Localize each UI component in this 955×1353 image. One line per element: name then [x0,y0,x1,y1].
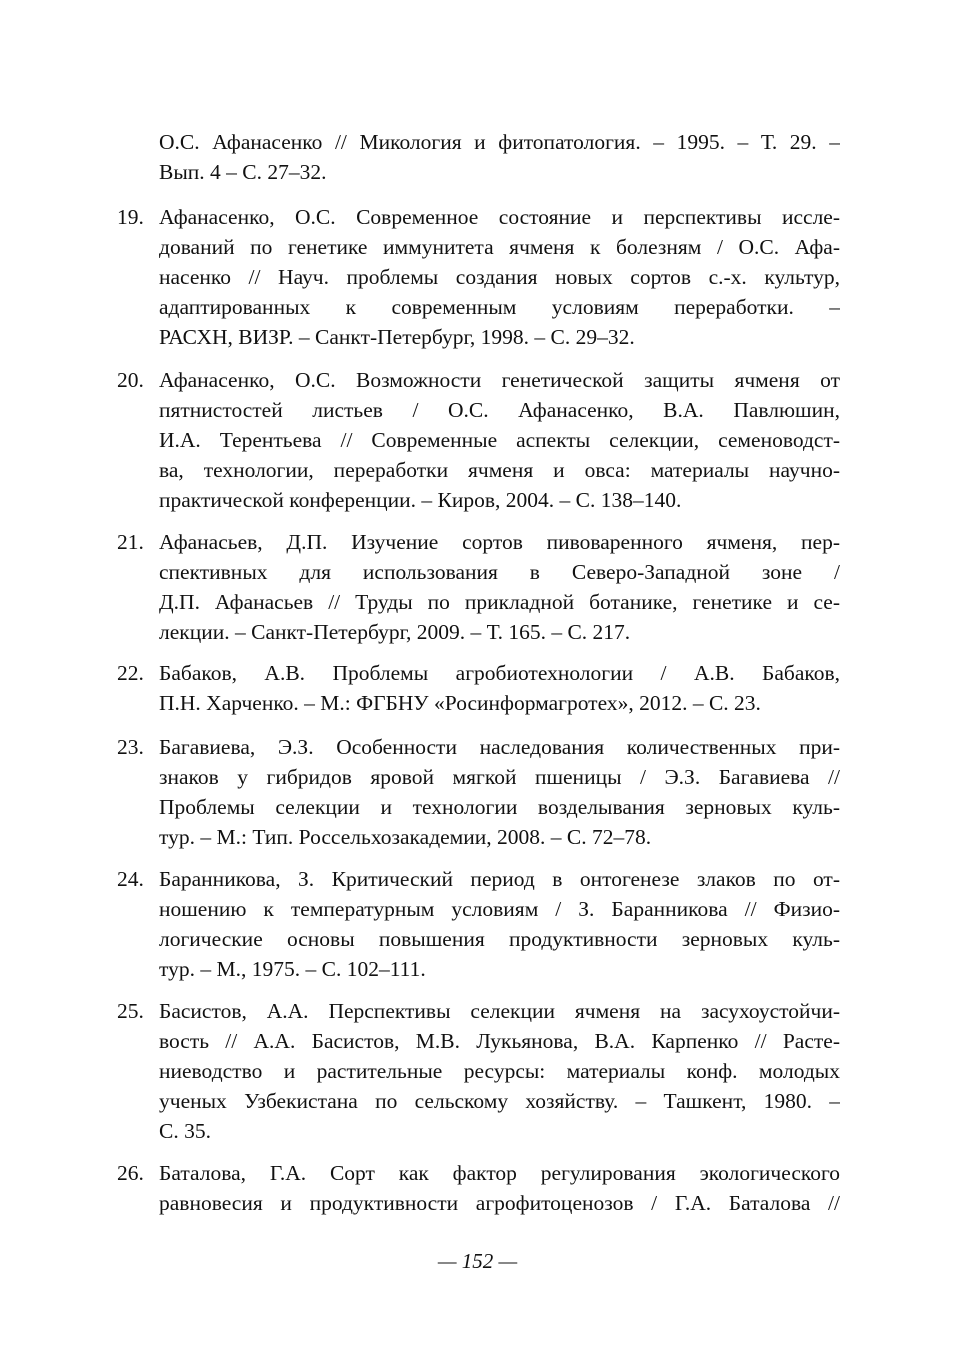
reference-line: адаптированных к современным условиям переработки. – [159,295,840,319]
reference-line: Афанасенко, О.С. Возможности генетической защиты ячменя от [159,368,840,392]
reference-line: тур. – М., 1975. – С. 102–111. [159,957,426,981]
reference-line: пятнистостей листьев / О.С. Афанасенко, В.А. Павлюшин, [159,398,840,422]
reference-line: вость // А.А. Басистов, М.В. Лукьянова, В.А. Карпенко // Расте- [159,1029,840,1053]
reference-line: лекции. – Санкт-Петербург, 2009. – Т. 165. – С. 217. [159,620,631,644]
reference-line: спективных для использования в Северо-Западной зоне / [159,560,840,584]
reference-line: логические основы повышения продуктивности зерновых куль- [159,927,840,951]
reference-line: насенко // Науч. проблемы создания новых сортов с.-х. культур, [159,265,840,289]
reference-line: Басистов, А.А. Перспективы селекции ячменя на засухоустойчи- [159,999,840,1023]
reference-line: ношению к температурным условиям / З. Баранникова // Физио- [159,897,840,921]
reference-line: равновесия и продуктивности агрофитоценозов / Г.А. Баталова // [159,1191,840,1215]
reference-line: С. 35. [159,1119,211,1143]
reference-line: Проблемы селекции и технологии возделывания зерновых куль- [159,795,840,819]
reference-line: тур. – М.: Тип. Россельхозакадемии, 2008. – С. 72–78. [159,825,652,849]
reference-line: Д.П. Афанасьев // Труды по прикладной ботанике, генетике и се- [159,590,840,614]
reference-number: 21. [117,530,144,554]
reference-line: практической конференции. – Киров, 2004. – С. 138–140. [159,488,682,512]
reference-number: 25. [117,999,144,1023]
reference-number: 20. [117,368,144,392]
reference-line: ученых Узбекистана по сельскому хозяйству. – Ташкент, 1980. – [159,1089,840,1113]
reference-line: П.Н. Харченко. – М.: ФГБНУ «Росинформагротех», 2012. – С. 23. [159,691,761,715]
reference-number: 22. [117,661,144,685]
reference-line: Афанасьев, Д.П. Изучение сортов пивоваренного ячменя, пер- [159,530,840,554]
reference-line: Багавиева, Э.З. Особенности наследования количественных при- [159,735,840,759]
page-number: — 152 — [437,1249,518,1273]
reference-number: 23. [117,735,144,759]
reference-line: знаков у гибридов яровой мягкой пшеницы / Э.З. Багавиева // [159,765,840,789]
reference-line: Бабаков, А.В. Проблемы агробиотехнологии / А.В. Бабаков, [159,661,840,685]
reference-number: 26. [117,1161,144,1185]
reference-line: О.С. Афанасенко // Микология и фитопатология. – 1995. – Т. 29. – [159,130,840,154]
reference-line: ниеводство и растительные ресурсы: материалы конф. молодых [159,1059,840,1083]
reference-line: Вып. 4 – С. 27–32. [159,160,327,184]
reference-line: И.А. Терентьева // Современные аспекты селекции, семеноводст- [159,428,840,452]
reference-number: 19. [117,205,144,229]
reference-number: 24. [117,867,144,891]
reference-line: дований по генетике иммунитета ячменя к болезням / О.С. Афа- [159,235,840,259]
reference-line: РАСХН, ВИЗР. – Санкт-Петербург, 1998. – С. 29–32. [159,325,635,349]
reference-line: ва, технологии, переработки ячменя и овса: материалы научно- [159,458,840,482]
reference-line: Баталова, Г.А. Сорт как фактор регулирования экологического [159,1161,840,1185]
reference-line: Баранникова, З. Критический период в онтогенезе злаков по от- [159,867,840,891]
reference-line: Афанасенко, О.С. Современное состояние и перспективы иссле- [159,205,840,229]
